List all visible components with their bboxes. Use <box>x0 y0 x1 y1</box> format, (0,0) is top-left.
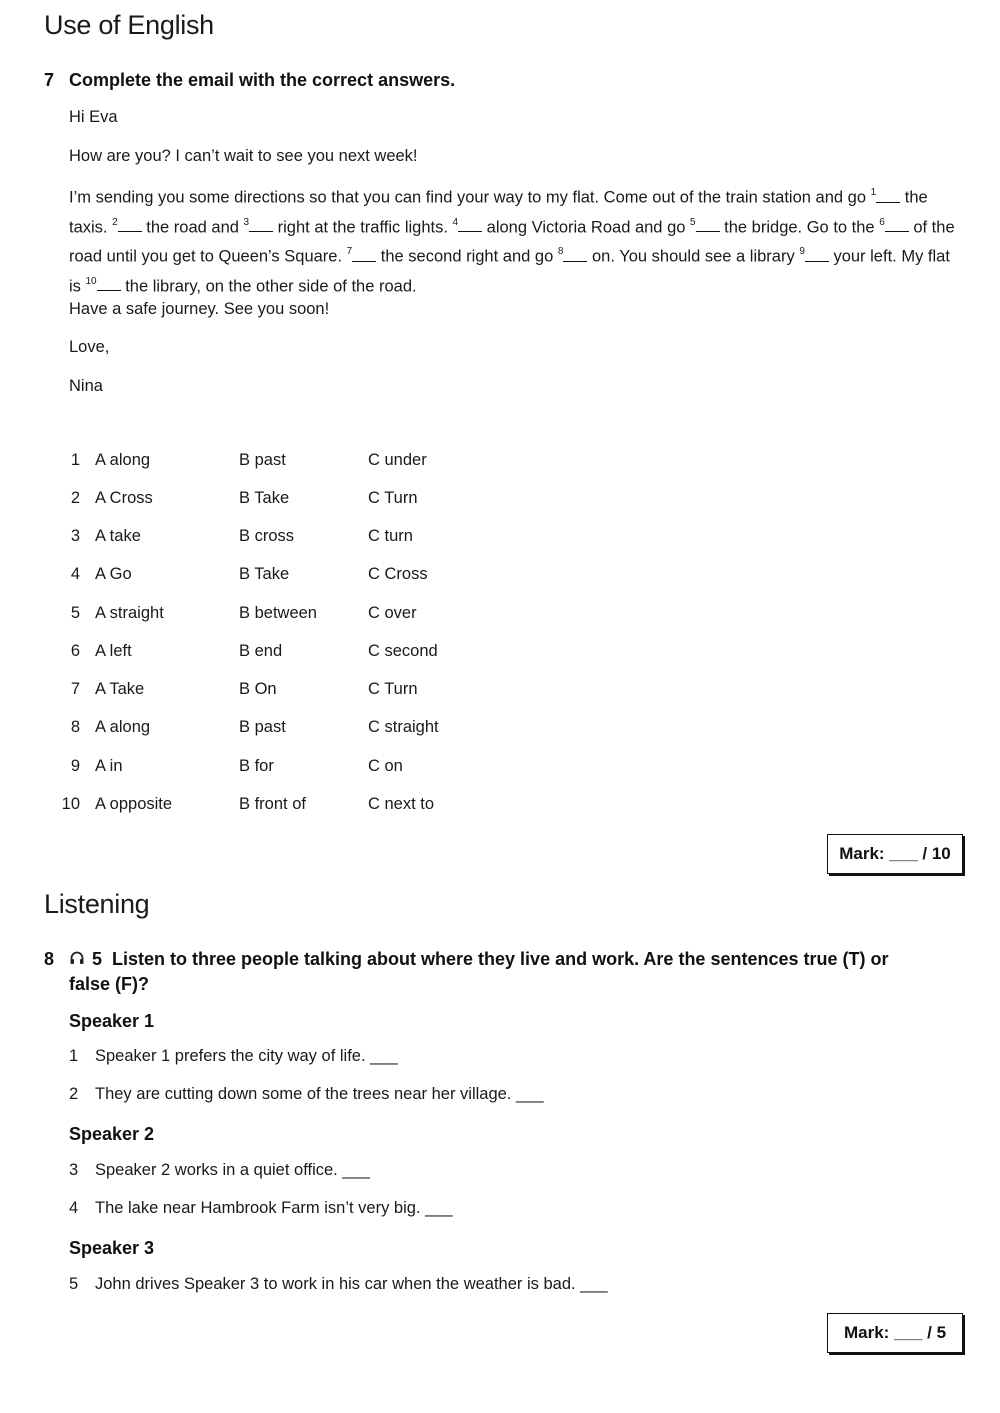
option-a[interactable]: A take <box>95 527 141 545</box>
speaker-heading: Speaker 3 <box>69 1238 155 1258</box>
option-c[interactable]: C on <box>368 757 403 775</box>
option-number: 1 <box>70 451 80 469</box>
option-c[interactable]: C second <box>368 642 438 660</box>
question-instruction: Listen to three people talking about where they live and work. Are the sentences true (T) or <box>112 949 889 969</box>
headphones-icon <box>69 950 87 968</box>
gap-1[interactable] <box>876 201 900 203</box>
track-number: 5 <box>92 949 103 969</box>
mark-box-q8: Mark: ___ / 5 <box>827 1313 963 1353</box>
question-number: 8 <box>44 949 55 969</box>
option-a[interactable]: A left <box>95 642 132 660</box>
option-b[interactable]: B for <box>239 757 274 775</box>
option-a[interactable]: A Go <box>95 565 132 583</box>
option-c[interactable]: C straight <box>368 718 439 736</box>
option-b[interactable]: B cross <box>239 527 295 545</box>
option-a[interactable]: A straight <box>95 604 164 622</box>
option-b[interactable]: B front of <box>239 795 306 813</box>
option-a[interactable]: A Cross <box>95 489 153 507</box>
question-number: 7 <box>44 70 55 90</box>
option-c[interactable]: C Cross <box>368 565 428 583</box>
option-c[interactable]: C Turn <box>368 489 418 507</box>
email-signature: Nina <box>69 377 103 395</box>
option-c[interactable]: C over <box>368 604 417 622</box>
option-c[interactable]: C next to <box>368 795 435 813</box>
option-b[interactable]: B Take <box>239 565 290 583</box>
statement: 4 The lake near Hambrook Farm isn’t very big. ___ <box>69 1199 453 1217</box>
mark-box-q7: Mark: ___ / 10 <box>827 834 963 874</box>
speaker-heading: Speaker 1 <box>69 1011 155 1031</box>
option-a[interactable]: A along <box>95 451 151 469</box>
option-a[interactable]: A along <box>95 718 151 736</box>
gap-6[interactable] <box>885 230 909 232</box>
gap-4[interactable] <box>458 230 482 232</box>
option-c[interactable]: C under <box>368 451 427 469</box>
option-number: 5 <box>70 604 80 622</box>
option-c[interactable]: C turn <box>368 527 413 545</box>
section-title-use-of-english: Use of English <box>44 10 214 40</box>
option-c[interactable]: C Turn <box>368 680 418 698</box>
option-b[interactable]: B end <box>239 642 283 660</box>
gap-2[interactable] <box>118 230 142 232</box>
statement: 2 They are cutting down some of the trees near her village. ___ <box>69 1085 544 1103</box>
option-b[interactable]: B past <box>239 718 286 736</box>
option-number: 3 <box>70 527 80 545</box>
question-instruction: Complete the email with the correct answers. <box>69 70 456 90</box>
option-number: 8 <box>70 718 80 736</box>
option-b[interactable]: B Take <box>239 489 290 507</box>
gap-5[interactable] <box>696 230 720 232</box>
speaker-heading: Speaker 2 <box>69 1124 155 1144</box>
statement: 5 John drives Speaker 3 to work in his car when the weather is bad. ___ <box>69 1275 608 1293</box>
option-b[interactable]: B On <box>239 680 277 698</box>
email-paragraph: I’m sending you some directions so that you can find your way to my flat. Come out of the train station and go $^1$ the taxis. $^2$ the road and $^3$ right at the traffic lights. $^4$ along Victoria Road and go $^5$ the bridge. Go to the $^6$ of the road until you get to Queen’s Square. $^7$ the second right and go $^8$ on. You should see a library $^9$ your left. My flat is $^{10}$ the library, on the other side of the road. <box>69 187 955 295</box>
email-closing: Have a safe journey. See you soon! <box>69 300 330 318</box>
email-love: Love, <box>69 338 110 356</box>
statement: 3 Speaker 2 works in a quiet office. ___ <box>69 1161 370 1179</box>
option-number: 10 <box>61 795 80 813</box>
option-number: 7 <box>70 680 80 698</box>
gap-3[interactable] <box>249 230 273 232</box>
option-b[interactable]: B past <box>239 451 286 469</box>
email-greeting: Hi Eva <box>69 108 118 126</box>
option-number: 6 <box>70 642 80 660</box>
gap-9[interactable] <box>805 260 829 262</box>
option-a[interactable]: A Take <box>95 680 145 698</box>
option-a[interactable]: A in <box>95 757 123 775</box>
gap-10[interactable] <box>97 289 121 291</box>
statement: 1 Speaker 1 prefers the city way of life. ___ <box>69 1047 398 1065</box>
gap-7[interactable] <box>352 260 376 262</box>
option-number: 9 <box>70 757 80 775</box>
gap-8[interactable] <box>563 260 587 262</box>
option-a[interactable]: A opposite <box>95 795 173 813</box>
option-b[interactable]: B between <box>239 604 317 622</box>
email-line: How are you? I can’t wait to see you next week! <box>69 147 418 165</box>
question-instruction-cont: false (F)? <box>69 974 150 994</box>
option-number: 4 <box>70 565 80 583</box>
option-number: 2 <box>70 489 80 507</box>
section-title-listening: Listening <box>44 889 150 919</box>
